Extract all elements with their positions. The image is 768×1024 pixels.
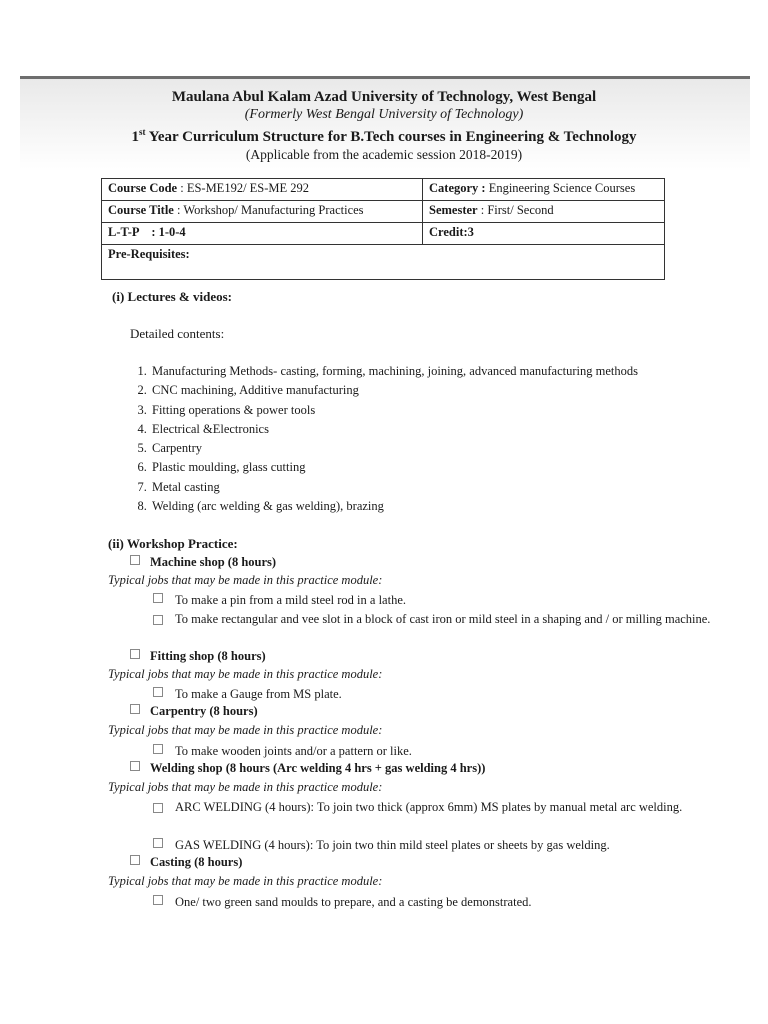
casting-job-1: One/ two green sand moulds to prepare, and a casting be demonstrated. [153,893,713,911]
typical-jobs-label: Typical jobs that may be made in this practice module: [108,667,383,681]
list-item: 3. Fitting operations & power tools [150,401,638,420]
course-info-table [101,178,665,280]
table-row [102,245,665,280]
curriculum-title: 1st Year Curriculum Structure for B.Tech courses in Engineering & Technology [131,127,637,145]
former-name: (Formerly West Bengal University of Technology) [244,107,524,122]
machine-job-1: To make a pin from a mild steel rod in a lathe. [153,591,713,609]
typical-jobs-label: Typical jobs that may be made in this practice module: [108,780,383,794]
lectures-heading: (i) Lectures & videos: [112,289,232,304]
checkbox-icon [153,838,163,848]
table-row [102,223,665,245]
course-code-cell: Course Code : ES-ME192/ ES-ME 292 [102,179,423,201]
list-item: 8. Welding (arc welding & gas welding), brazing [150,497,638,516]
list-item: 5. Carpentry [150,439,638,458]
welding-job-1: ARC WELDING (4 hours): To join two thick (approx 6mm) MS plates by manual metal arc welding. [153,798,713,816]
casting-item: Casting (8 hours) [130,855,242,870]
checkbox-icon [153,615,163,625]
checkbox-icon [153,744,163,754]
checkbox-icon [153,687,163,697]
checkbox-icon [153,803,163,813]
table-row [102,201,665,223]
document-header [0,88,768,163]
university-name: Maulana Abul Kalam Azad University of Technology, West Bengal [171,89,597,105]
checkbox-icon [130,761,140,771]
checkbox-icon [130,555,140,565]
ltp-cell: L-T-P : 1-0-4 [102,223,423,245]
applicable-session: (Applicable from the academic session 2018-2019) [245,147,523,162]
carpentry-job-1: To make wooden joints and/or a pattern or like. [153,742,713,760]
checkbox-icon [130,855,140,865]
fitting-shop-item: Fitting shop (8 hours) [130,649,266,664]
prerequisites-cell: Pre-Requisites: [102,245,665,280]
machine-job-2: To make rectangular and vee slot in a block of cast iron or mild steel in a shaping and / or milling machine. [153,610,713,628]
checkbox-icon [130,704,140,714]
machine-shop-item: Machine shop (8 hours) [130,555,276,570]
welding-shop-item: Welding shop (8 hours (Arc welding 4 hrs + gas welding 4 hrs)) [130,761,485,776]
lectures-list [130,362,638,516]
typical-jobs-label: Typical jobs that may be made in this practice module: [108,874,383,888]
carpentry-item: Carpentry (8 hours) [130,704,258,719]
course-title-cell: Course Title : Workshop/ Manufacturing Practices [102,201,423,223]
list-item: 2. CNC machining, Additive manufacturing [150,381,638,400]
detailed-contents-label: Detailed contents: [130,326,225,341]
list-item: 6. Plastic moulding, glass cutting [150,458,638,477]
table-row [102,179,665,201]
checkbox-icon [130,649,140,659]
list-item: 4. Electrical &Electronics [150,420,638,439]
list-item: 1. Manufacturing Methods- casting, forming, machining, joining, advanced manufacturing methods [150,362,638,381]
checkbox-icon [153,593,163,603]
category-cell: Category : Engineering Science Courses [423,179,665,201]
workshop-heading: (ii) Workshop Practice: [108,536,238,551]
checkbox-icon [153,895,163,905]
typical-jobs-label: Typical jobs that may be made in this practice module: [108,723,383,737]
fitting-job-1: To make a Gauge from MS plate. [153,685,713,703]
semester-cell: Semester : First/ Second [423,201,665,223]
welding-job-2: GAS WELDING (4 hours): To join two thin mild steel plates or sheets by gas welding. [153,836,713,854]
list-item: 7. Metal casting [150,478,638,497]
typical-jobs-label: Typical jobs that may be made in this practice module: [108,573,383,587]
credit-cell: Credit:3 [423,223,665,245]
